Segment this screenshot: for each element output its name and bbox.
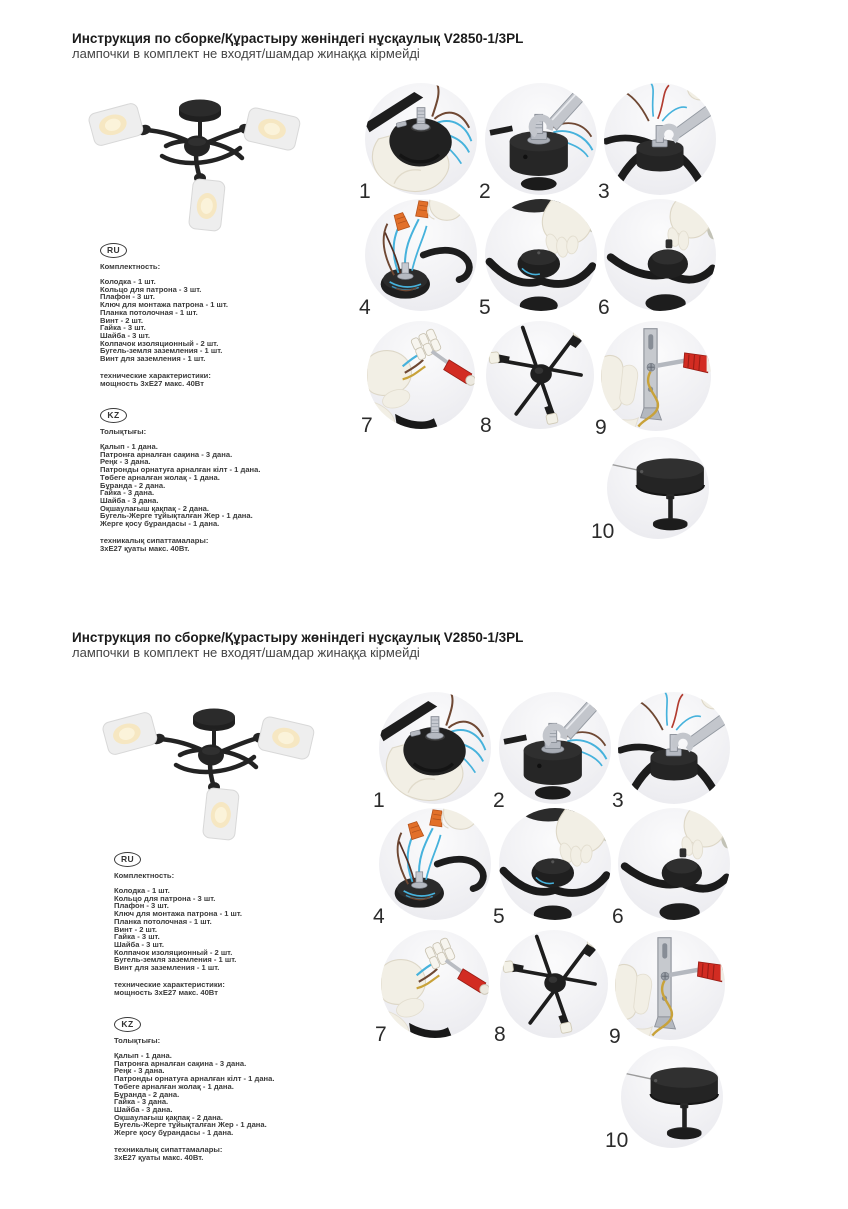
assembly-step-8 xyxy=(480,321,594,437)
kz-language-badge: KZ xyxy=(114,1017,141,1032)
page-title: Инструкция по сборке/Құрастыру жөніндегі нұсқаулық V2850-1/3PL xyxy=(72,31,524,46)
kz-language-badge: KZ xyxy=(100,408,127,423)
parts-list-item: Оқшаулағыш қақпақ - 2 дана. xyxy=(114,1112,223,1122)
parts-list-item: Бугель-Жерге тұйықталған Жер - 1 дана. xyxy=(114,1120,267,1130)
assembly-step-3 xyxy=(598,83,716,203)
parts-list-item: Төбеге арналған жолақ - 1 дана. xyxy=(100,472,220,482)
assembly-step-6 xyxy=(598,199,716,319)
step-number: 8 xyxy=(494,1023,506,1046)
step-number: 3 xyxy=(598,180,610,203)
kz-specs-heading: техникалық сипаттамалары: xyxy=(114,1144,223,1154)
parts-list-item: Кольцо для патрона - 3 шт. xyxy=(100,284,202,294)
assembly-step-6 xyxy=(612,808,730,928)
parts-list-item: Шайба - 3 шт. xyxy=(114,939,165,949)
parts-list-item: Плафон - 3 шт. xyxy=(100,292,155,302)
parts-list-item: Төбеге арналған жолақ - 1 дана. xyxy=(114,1081,234,1091)
hand-pressing-finial-photo xyxy=(618,808,730,920)
parts-list-item: Бугель-земля заземления - 1 шт. xyxy=(100,346,223,356)
parts-list-item: Гайка - 3 шт. xyxy=(100,323,146,333)
assembly-step-2 xyxy=(493,692,611,812)
assembly-step-1 xyxy=(373,692,491,812)
parts-list-item: Винт для заземления - 1 шт. xyxy=(114,963,220,973)
parts-list-item: Реңк - 3 дана. xyxy=(100,457,151,467)
instruction-sheet-copy-2 xyxy=(0,599,848,1199)
step-number: 10 xyxy=(605,1129,629,1152)
step-number: 3 xyxy=(612,789,624,812)
step-number: 2 xyxy=(493,789,505,812)
parts-list-item: Планка потолочная - 1 шт. xyxy=(100,307,198,317)
assembly-step-1 xyxy=(359,83,477,203)
kz-parts-heading: Толықтығы: xyxy=(114,1036,161,1045)
kz-specs-heading: техникалық сипаттамалары: xyxy=(100,535,209,545)
step-number: 7 xyxy=(375,1023,387,1046)
parts-list-item: Оқшаулағыш қақпақ - 2 дана. xyxy=(100,503,209,513)
parts-list-item: Шайба - 3 дана. xyxy=(114,1104,173,1114)
parts-list-item: Шайба - 3 шт. xyxy=(100,330,151,340)
terminal-block-screwdriver-photo xyxy=(367,321,475,429)
assembly-step-9 xyxy=(609,930,725,1048)
assembly-step-5 xyxy=(479,199,597,319)
ru-specs-heading: технические характеристики: xyxy=(100,370,211,380)
orange-wire-connectors-photo xyxy=(365,199,477,311)
parts-list-item: Гайка - 3 дана. xyxy=(114,1097,169,1107)
assembly-step-10 xyxy=(605,1046,723,1152)
mounting-bracket-screwdriver-photo xyxy=(615,930,725,1040)
assembly-step-8 xyxy=(494,930,608,1046)
parts-list-item: Патронды орнатуға арналған кілт - 1 дана. xyxy=(100,465,261,475)
step-number: 4 xyxy=(373,905,385,928)
parts-list-item: Колпачок изоляционный - 2 шт. xyxy=(114,947,233,957)
assembly-step-4 xyxy=(373,808,491,928)
ru-language-badge: RU xyxy=(114,852,141,867)
page-title: Инструкция по сборке/Құрастыру жөніндегі нұсқаулық V2850-1/3PL xyxy=(72,630,524,645)
step-number: 7 xyxy=(361,414,373,437)
assembly-step-4 xyxy=(359,199,477,319)
parts-list-item: Қалып - 1 дана. xyxy=(100,442,158,451)
step-number: 5 xyxy=(493,905,505,928)
ru-specs-heading: технические характеристики: xyxy=(114,979,225,989)
parts-list-item: Ключ для монтажа патрона - 1 шт. xyxy=(114,909,243,919)
assembly-step-2 xyxy=(479,83,597,203)
wrench-on-body-with-arms-photo xyxy=(618,692,730,804)
page-subtitle: лампочки в комплект не входят/шамдар жинаққа кірмейді xyxy=(72,46,420,61)
step-number: 2 xyxy=(479,180,491,203)
step-number: 6 xyxy=(598,296,610,319)
step-number: 5 xyxy=(479,296,491,319)
parts-list-item: Бугель-Жерге тұйықталған Жер - 1 дана. xyxy=(100,511,253,521)
step-number: 10 xyxy=(591,520,615,543)
step-number: 1 xyxy=(373,789,385,812)
assembled-frame-top-view-photo xyxy=(486,321,594,429)
parts-list-item: Гайка - 3 шт. xyxy=(114,932,160,942)
ceiling-canopy-mounted-photo xyxy=(607,437,709,539)
parts-list-item: Патронға арналған сақина - 3 дана. xyxy=(100,449,233,459)
parts-list-item: Қалып - 1 дана. xyxy=(114,1051,172,1060)
parts-list-item: Плафон - 3 шт. xyxy=(114,901,169,911)
hand-fitting-cover-cup-photo xyxy=(485,199,597,311)
kz-parts-heading: Толықтығы: xyxy=(100,427,147,436)
parts-list-item: Колпачок изоляционный - 2 шт. xyxy=(100,338,219,348)
hand-fitting-cover-cup-photo xyxy=(499,808,611,920)
parts-list-item: Ключ для монтажа патрона - 1 шт. xyxy=(100,300,229,310)
step-number: 1 xyxy=(359,180,371,203)
ru-parts-heading: Комплектность: xyxy=(114,871,175,880)
ru-parts-heading: Комплектность: xyxy=(100,262,161,271)
ru-specs-power: мощность 3хЕ27 макс. 40Вт xyxy=(114,987,218,997)
wrench-tightening-stud-photo xyxy=(485,83,597,195)
parts-list-item: Планка потолочная - 1 шт. xyxy=(114,916,212,926)
ru-specs-power: мощность 3хЕ27 макс. 40Вт xyxy=(100,378,204,388)
wrench-tightening-stud-photo xyxy=(499,692,611,804)
parts-list-item: Бұранда - 2 дана. xyxy=(100,480,166,490)
assembled-frame-top-view-photo xyxy=(500,930,608,1038)
assembly-step-9 xyxy=(595,321,711,439)
instruction-sheet-copy-1 xyxy=(0,0,848,600)
step-number: 8 xyxy=(480,414,492,437)
page-subtitle: лампочки в комплект не входят/шамдар жинаққа кірмейді xyxy=(72,645,420,660)
assembly-step-10 xyxy=(591,437,709,543)
assembly-steps-grid xyxy=(14,609,848,1209)
kz-specs-power: 3хЕ27 қуаты макс. 40Вт. xyxy=(114,1152,204,1162)
assembly-step-7 xyxy=(375,930,489,1046)
kz-specs-power: 3хЕ27 қуаты макс. 40Вт. xyxy=(100,543,190,553)
mounting-bracket-screwdriver-photo xyxy=(601,321,711,431)
parts-list-item: Шайба - 3 дана. xyxy=(100,495,159,505)
parts-list-item: Бұранда - 2 дана. xyxy=(114,1089,180,1099)
assembly-step-3 xyxy=(612,692,730,812)
glove-holding-base-with-wires-photo xyxy=(365,83,477,195)
step-number: 4 xyxy=(359,296,371,319)
parts-list-item: Винт для заземления - 1 шт. xyxy=(100,354,206,364)
orange-wire-connectors-photo xyxy=(379,808,491,920)
assembly-step-7 xyxy=(361,321,475,437)
parts-list-item: Винт - 2 шт. xyxy=(114,924,158,934)
step-number: 9 xyxy=(595,416,607,439)
parts-list-item: Жерге қосу бұрандасы - 1 дана. xyxy=(100,519,220,529)
assembly-step-5 xyxy=(493,808,611,928)
parts-list-item: Реңк - 3 дана. xyxy=(114,1066,165,1076)
parts-list-item: Колодка - 1 шт. xyxy=(114,886,170,895)
step-number: 9 xyxy=(609,1025,621,1048)
parts-list-item: Винт - 2 шт. xyxy=(100,315,144,325)
ceiling-canopy-mounted-photo xyxy=(621,1046,723,1148)
parts-list-item: Патронға арналған сақина - 3 дана. xyxy=(114,1058,247,1068)
glove-holding-base-with-wires-photo xyxy=(379,692,491,804)
terminal-block-screwdriver-photo xyxy=(381,930,489,1038)
parts-list-item: Жерге қосу бұрандасы - 1 дана. xyxy=(114,1128,234,1138)
assembly-steps-grid xyxy=(0,0,848,600)
parts-list-item: Бугель-земля заземления - 1 шт. xyxy=(114,955,237,965)
parts-list-item: Гайка - 3 дана. xyxy=(100,488,155,498)
wrench-on-body-with-arms-photo xyxy=(604,83,716,195)
parts-list-item: Кольцо для патрона - 3 шт. xyxy=(114,893,216,903)
parts-list-item: Колодка - 1 шт. xyxy=(100,277,156,286)
step-number: 6 xyxy=(612,905,624,928)
parts-list-item: Патронды орнатуға арналған кілт - 1 дана. xyxy=(114,1074,275,1084)
hand-pressing-finial-photo xyxy=(604,199,716,311)
ru-language-badge: RU xyxy=(100,243,127,258)
